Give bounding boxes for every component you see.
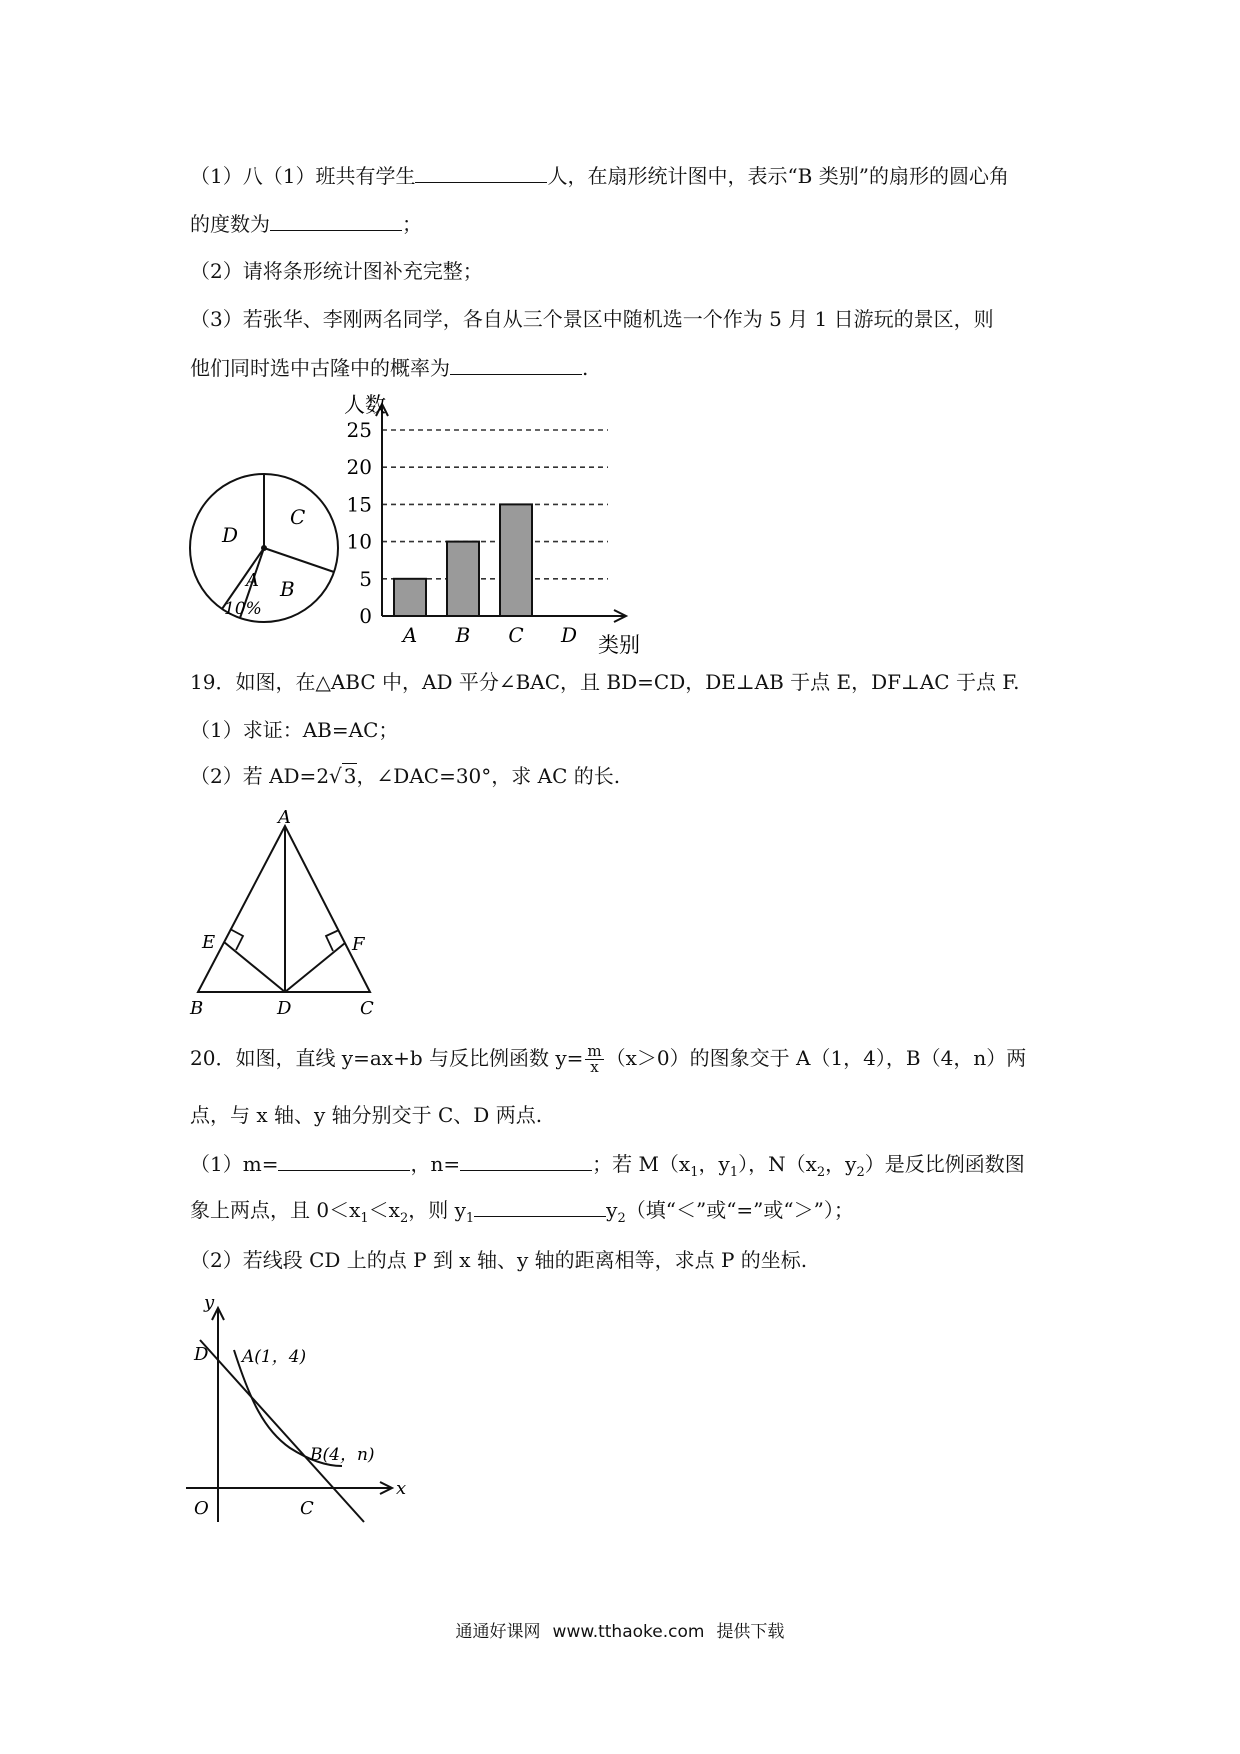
point-label-d: D bbox=[194, 1344, 209, 1365]
vertex-label-b: B bbox=[190, 998, 204, 1018]
origin-label: O bbox=[194, 1498, 209, 1519]
pie-label-d: D bbox=[222, 523, 239, 547]
x-tick-label-B: B bbox=[455, 623, 471, 647]
y-tick-label-15: 15 bbox=[346, 492, 372, 517]
q19-part1: （1）求证：AB=AC； bbox=[190, 718, 399, 742]
y-tick-label-25: 25 bbox=[346, 418, 372, 442]
point-label-c: C bbox=[300, 1498, 314, 1519]
right-angle-mark-f bbox=[326, 930, 339, 951]
right-angle-mark-e bbox=[230, 929, 243, 950]
sqrt-radicand: 3 bbox=[343, 764, 357, 788]
y-tick-label-20: 20 bbox=[346, 455, 372, 480]
q20-stem-line1: 20．如图，直线 y=ax+b 与反比例函数 y= $\frac{m}{x}$ （x＞0）的图象交于 A（1，4），B（4，n）两 bbox=[190, 1042, 1027, 1076]
answer-blank-m bbox=[278, 1150, 410, 1171]
axis-label-x: x bbox=[396, 1478, 407, 1499]
q18-part1-line1: （1）八（1）班共有学生 人，在扇形统计图中，表示“B 类别”的扇形的圆心角 bbox=[190, 164, 1009, 188]
footer-site-name: 通通好课网 bbox=[455, 1622, 541, 1642]
q18-part3-line2: 他们同时选中古隆中的概率为 . bbox=[190, 356, 589, 380]
vertex-label-d: D bbox=[277, 998, 292, 1018]
q18-part3-line1: （3）若张华、李刚两名同学，各自从三个景区中随机选一个作为 5 月 1 日游玩的景区，则 bbox=[190, 307, 994, 331]
answer-blank-n bbox=[460, 1150, 592, 1171]
y-tick-label-5: 5 bbox=[359, 566, 372, 591]
answer-blank-compare bbox=[474, 1196, 606, 1217]
q20-stem-line2: 点，与 x 轴、y 轴分别交于 C、D 两点. bbox=[190, 1103, 543, 1127]
axis-label-y: y bbox=[204, 1292, 215, 1313]
vertex-label-c: C bbox=[360, 998, 374, 1018]
q18-part1-line2: 的度数为 ； bbox=[190, 212, 422, 236]
x-tick-label-A: A bbox=[402, 623, 418, 647]
point-label-f: F bbox=[352, 934, 365, 955]
x-axis-label: 类别 bbox=[598, 633, 640, 657]
x-tick-label-C: C bbox=[508, 623, 524, 647]
y-tick-label-10: 10 bbox=[346, 529, 372, 554]
pie-divider-bc bbox=[264, 548, 334, 572]
page-footer bbox=[0, 1617, 1240, 1642]
q18-part2: （2）请将条形统计图补充完整； bbox=[190, 259, 483, 283]
x-tick-label-D: D bbox=[560, 623, 578, 647]
point-label-e: E bbox=[202, 932, 216, 953]
q20-part2: （2）若线段 CD 上的点 P 到 x 轴、y 轴的距离相等，求点 P 的坐标. bbox=[190, 1248, 808, 1272]
q19-part2: （2）若 AD=2√ 3，∠DAC=30°，求 AC 的长. bbox=[190, 764, 621, 788]
answer-blank-angle bbox=[270, 210, 402, 231]
bar-A bbox=[394, 579, 426, 616]
q20-part1-line1: （1）m= ，n= ；若 $M(x_1$，$y_1$），$N(x_2$，$y_2$）是反比例函数图 bbox=[190, 1152, 1025, 1180]
bar-chart bbox=[330, 388, 660, 658]
segment-df bbox=[285, 943, 345, 992]
y-tick-label-0: 0 bbox=[359, 604, 372, 628]
point-label-a: A(1，4) bbox=[242, 1347, 307, 1367]
triangle-figure bbox=[180, 808, 380, 1018]
y-axis-label: 人数 bbox=[344, 393, 386, 417]
line-ax-plus-b bbox=[200, 1340, 364, 1522]
answer-blank-students bbox=[415, 162, 547, 183]
bar-B bbox=[447, 542, 479, 616]
pie-center bbox=[261, 545, 267, 551]
fraction-m-over-x: $\frac{m}{x}$ bbox=[587, 1042, 602, 1076]
bar-C bbox=[500, 504, 532, 616]
footer-url: www.tthaoke.com bbox=[552, 1622, 705, 1642]
pie-label-b: B bbox=[280, 577, 295, 601]
q20-part1-line2: 象上两点，且 $0<x_1<x_2$，则 $y_1$ $y_2$（填“＜”或“=”或“＞”）； bbox=[190, 1198, 854, 1226]
coordinate-figure bbox=[180, 1290, 410, 1530]
pie-label-a: A bbox=[246, 570, 259, 591]
answer-blank-probability bbox=[450, 354, 582, 375]
footer-note: 提供下载 bbox=[716, 1622, 785, 1642]
segment-de bbox=[224, 942, 285, 992]
q19-stem: 19．如图，在△ABC 中，AD 平分∠BAC，且 BD=CD，DE⊥AB 于点 E，DF⊥AC 于点 F. bbox=[190, 670, 1020, 694]
vertex-label-a: A bbox=[278, 808, 291, 828]
pie-label-c: C bbox=[290, 505, 306, 529]
point-label-b: B(4，n) bbox=[310, 1445, 375, 1465]
pie-label-a-percent: 10% bbox=[224, 599, 262, 619]
